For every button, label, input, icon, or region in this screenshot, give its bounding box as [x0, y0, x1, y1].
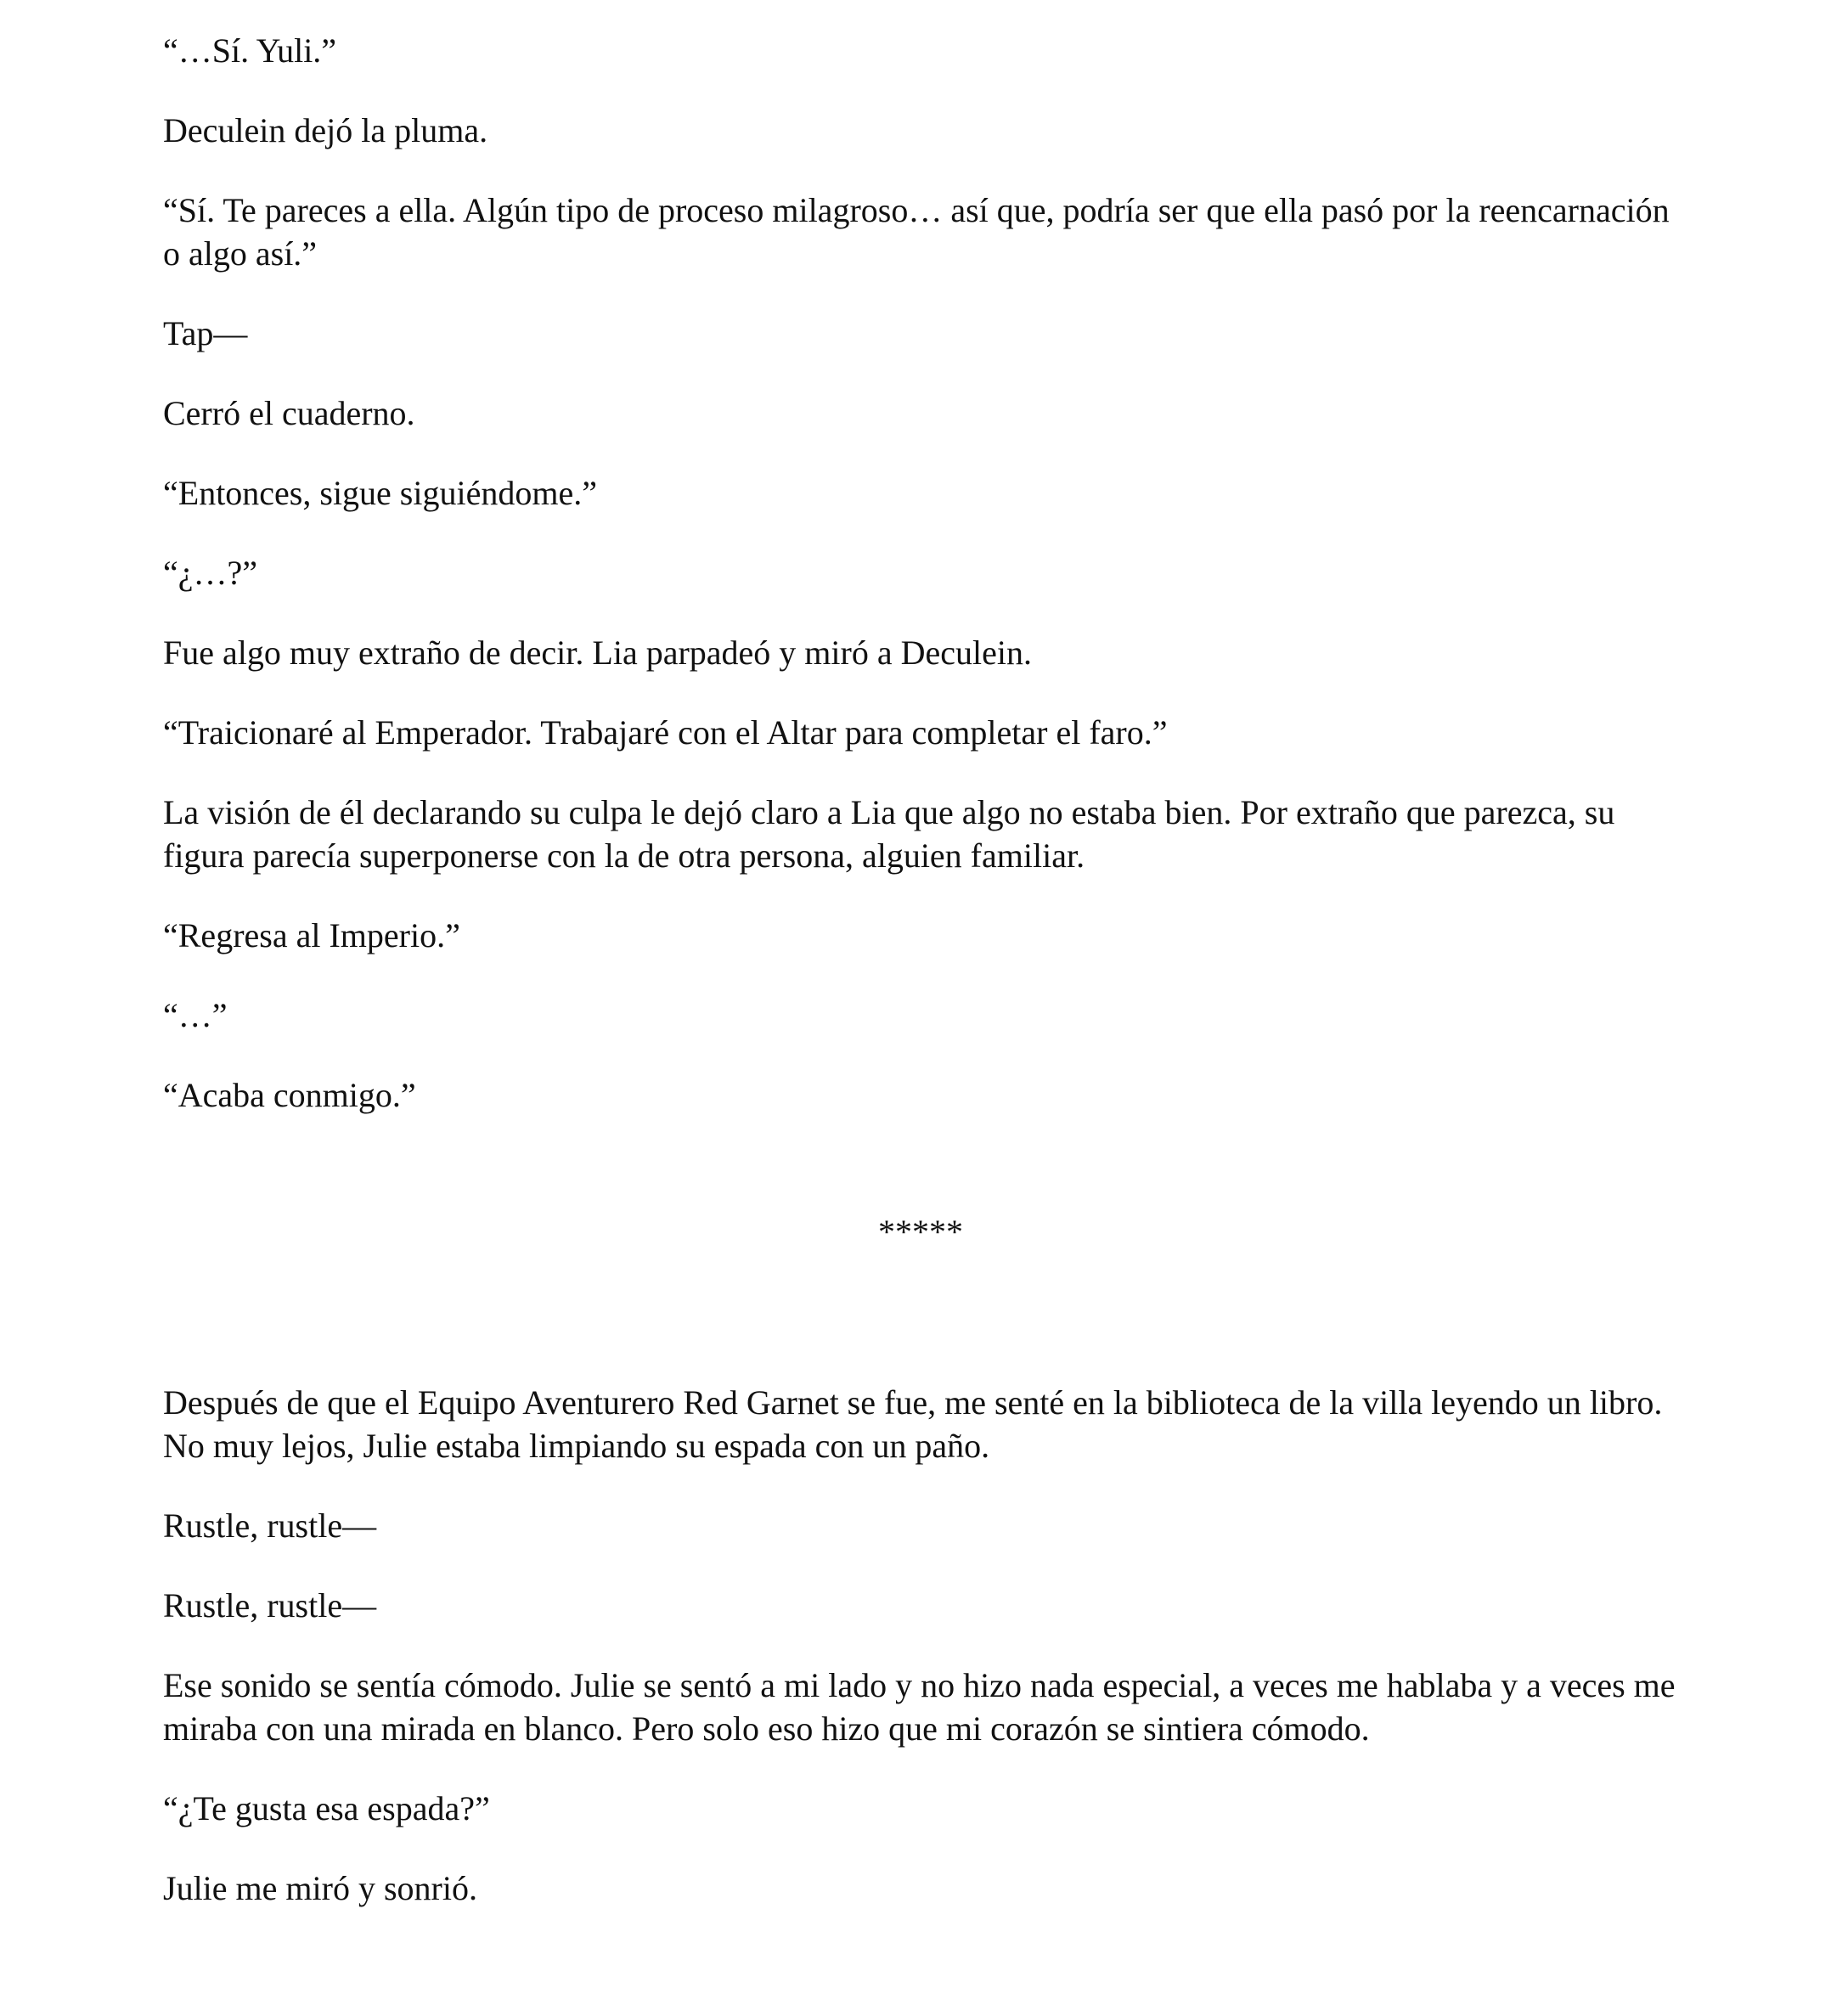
paragraph: “…Sí. Yuli.”	[163, 31, 337, 70]
paragraph: Rustle, rustle—	[163, 1586, 377, 1625]
paragraph: “Entonces, sigue siguiéndome.”	[163, 474, 597, 512]
paragraph: “Traicionaré al Emperador. Trabajaré con el Altar para completar el faro.”	[163, 713, 1168, 752]
paragraph: “¿…?”	[163, 554, 258, 592]
paragraph: Rustle, rustle—	[163, 1506, 377, 1545]
paragraph: Fue algo muy extraño de decir. Lia parpadeó y miró a Deculein.	[163, 633, 1032, 672]
paragraph: Cerró el cuaderno.	[163, 394, 415, 432]
paragraph: Deculein dejó la pluma.	[163, 111, 488, 149]
paragraph: “Acaba conmigo.”	[163, 1076, 416, 1114]
paragraph: Después de que el Equipo Aventurero Red Garnet se fue, me senté en la biblioteca de la villa leyendo un libro. No muy lejos, Julie estaba limpiando su espada con un paño.	[163, 1383, 1663, 1465]
document-page	[163, 29, 1692, 1946]
paragraph: “…”	[163, 996, 228, 1034]
paragraph: Tap—	[163, 314, 248, 352]
section-separator: *****	[878, 1213, 963, 1251]
paragraph: “¿Te gusta esa espada?”	[163, 1789, 490, 1827]
paragraph: Ese sonido se sentía cómodo. Julie se sentó a mi lado y no hizo nada especial, a veces me hablaba y a veces me miraba con una mirada en blanco. Pero solo eso hizo que mi corazón se sintiera cómodo.	[163, 1666, 1676, 1748]
paragraph: La visión de él declarando su culpa le dejó claro a Lia que algo no estaba bien. Por extraño que parezca, su figura parecía superponerse con la de otra persona, alguien familiar.	[163, 793, 1615, 875]
paragraph: Julie me miró y sonrió.	[163, 1869, 477, 1907]
paragraph: “Regresa al Imperio.”	[163, 916, 460, 954]
paragraph: “Sí. Te pareces a ella. Algún tipo de proceso milagroso… así que, podría ser que ella pasó por la reencarnación o algo así.”	[163, 191, 1670, 273]
